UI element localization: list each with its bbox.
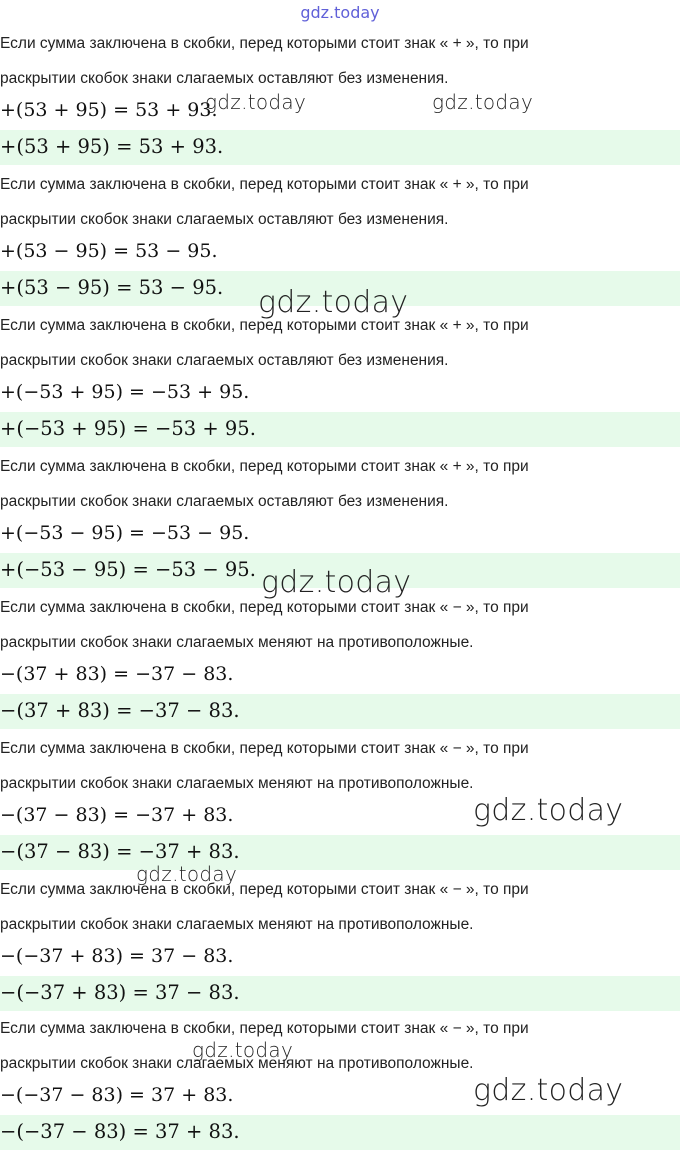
rule-line-2: раскрытии скобок знаки слагаемых оставляют без изменения. — [0, 352, 449, 369]
equation: +(53 − 95) = 53 − 95. — [0, 240, 218, 262]
rule-line-2: раскрытии скобок знаки слагаемых меняют на противоположные. — [0, 1055, 474, 1072]
rule-line-1: Если сумма заключена в скобки, перед которыми стоит знак « + », то при — [0, 458, 529, 475]
rule-line-1: Если сумма заключена в скобки, перед которыми стоит знак « − », то при — [0, 881, 529, 898]
answer-equation: +(53 − 95) = 53 − 95. — [0, 276, 224, 299]
answer-equation: −(37 − 83) = −37 + 83. — [0, 840, 240, 863]
rule-line-2: раскрытии скобок знаки слагаемых меняют на противоположные. — [0, 916, 474, 933]
watermark: gdz.today — [258, 285, 409, 320]
rule-line-1: Если сумма заключена в скобки, перед которыми стоит знак « + », то при — [0, 317, 529, 334]
equation: −(37 − 83) = −37 + 83. — [0, 804, 234, 826]
rule-line-2: раскрытии скобок знаки слагаемых меняют на противоположные. — [0, 634, 474, 651]
rule-line-1: Если сумма заключена в скобки, перед которыми стоит знак « − », то при — [0, 599, 529, 616]
solution-block — [0, 597, 680, 738]
answer-equation: +(53 + 95) = 53 + 93. — [0, 135, 224, 158]
equation: −(−37 − 83) = 37 + 83. — [0, 1084, 234, 1106]
watermark: gdz.today — [473, 793, 624, 828]
equation: +(−53 − 95) = −53 − 95. — [0, 522, 250, 544]
answer-equation: −(−37 − 83) = 37 + 83. — [0, 1120, 240, 1143]
answer-equation: −(37 + 83) = −37 − 83. — [0, 699, 240, 722]
watermark: gdz.today — [205, 90, 307, 114]
rule-line-1: Если сумма заключена в скобки, перед которыми стоит знак « − », то при — [0, 1020, 529, 1037]
equation: +(−53 + 95) = −53 + 95. — [0, 381, 250, 403]
header-watermark: gdz.today — [300, 3, 380, 22]
answer-equation: +(−53 − 95) = −53 − 95. — [0, 558, 256, 581]
watermark: gdz.today — [261, 565, 412, 600]
rule-line-2: раскрытии скобок знаки слагаемых меняют на противоположные. — [0, 775, 474, 792]
rule-line-1: Если сумма заключена в скобки, перед которыми стоит знак « − », то при — [0, 740, 529, 757]
watermark: gdz.today — [192, 1038, 294, 1062]
solution-block — [0, 315, 680, 456]
equation: +(53 + 95) = 53 + 93. — [0, 99, 218, 121]
solution-block — [0, 33, 680, 174]
watermark: gdz.today — [473, 1073, 624, 1108]
answer-equation: −(−37 + 83) = 37 − 83. — [0, 981, 240, 1004]
equation: −(−37 + 83) = 37 − 83. — [0, 945, 234, 967]
rule-line-1: Если сумма заключена в скобки, перед которыми стоит знак « + », то при — [0, 176, 529, 193]
rule-line-2: раскрытии скобок знаки слагаемых оставляют без изменения. — [0, 211, 449, 228]
rule-line-2: раскрытии скобок знаки слагаемых оставляют без изменения. — [0, 70, 449, 87]
watermark: gdz.today — [432, 90, 534, 114]
answer-equation: +(−53 + 95) = −53 + 95. — [0, 417, 256, 440]
rule-line-2: раскрытии скобок знаки слагаемых оставляют без изменения. — [0, 493, 449, 510]
rule-line-1: Если сумма заключена в скобки, перед которыми стоит знак « + », то при — [0, 35, 529, 52]
watermark: gdz.today — [136, 862, 238, 886]
equation: −(37 + 83) = −37 − 83. — [0, 663, 234, 685]
solution-block — [0, 879, 680, 1020]
